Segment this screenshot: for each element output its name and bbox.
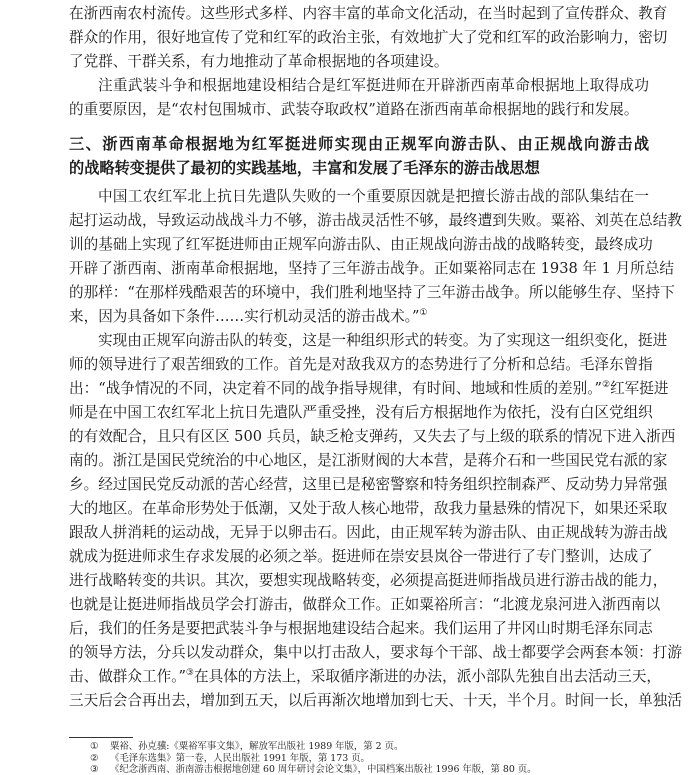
text-line	[69, 377, 669, 401]
text-line: 也就是让挺进师指战员学会打游击，做群众工作。正如粟裕所言：“北渡龙泉河进入浙西南以	[69, 596, 661, 613]
text-line: 跟敌人拼消耗的运动战，无异于以卵击石。因此，由正规军转为游击队、由正规战转为游击战	[69, 524, 668, 541]
text-line: 后，我们的任务是要把武装斗争与根据地建设结合起来。我们运用了井冈山时期毛泽东同志	[69, 620, 653, 637]
footnote-number: ①	[90, 741, 99, 752]
footnote-number: ②	[90, 753, 99, 764]
text-line: 师的领导进行了艰苦细致的工作。首先是对敌我双方的态势进行了分析和总结。毛泽东曾指	[69, 356, 653, 373]
text-line: 开辟了浙西南、浙南革命根据地，坚持了三年游击战争。正如粟裕同志在 1938 年 1 月所总结	[69, 260, 674, 277]
text-line: 的有效配合，且只有区区 500 兵员，缺乏枪支弹药，又失去了与上级的联系的情况下进入浙西	[69, 428, 676, 445]
text-line-content: 在具体的方法上，采取循序渐进的办法，派小部队先独自出去活动三天，	[194, 668, 662, 685]
footnote-text: 《纪念浙西南、浙南游击根据地创建 60 周年研讨会论文集》，中国档案出版社 1996 年版，第 80 页。	[110, 764, 537, 775]
footnote-ref[interactable]: ①	[419, 308, 428, 318]
text-line: 起打运动战，导致运动战战斗力不够，游击战灵活性不够，最终遭到失败。粟裕、刘英在总结教	[69, 212, 682, 229]
text-line: 了党群、干群关系，有力地推动了革命根据地的各项建设。	[69, 53, 449, 70]
text-line	[69, 305, 649, 329]
text-line-content: 击、做群众工作。”	[69, 668, 186, 685]
text-line: 在浙西南农村流传。这些形式多样、内容丰富的革命文化活动，在当时起到了宣传群众、教育	[69, 5, 668, 22]
footnote-text: 《毛泽东选集》第一卷，人民出版社 1991 年版，第 173 页。	[110, 753, 370, 764]
text-line: 的领导方法，分兵以发动群众，集中以打击敌人，要求每个干部、战士都要学会两套本领：打游	[69, 644, 682, 661]
text-line-content: 红军挺进	[610, 380, 669, 397]
footnote-text: 粟裕、孙克骥:《粟裕军事文集》，解放军出版社 1989 年版，第 2 页。	[110, 741, 404, 752]
text-line	[69, 665, 662, 689]
text-line: 进行战略转变的共识。其次，要想实现战略转变，必须提高挺进师指战员进行游击战的能力，	[69, 572, 668, 589]
text-line-content: 出：“战争情况的不同，决定着不同的战争指导规律，有时间、地域和性质的差别。”	[69, 380, 602, 397]
text-line: 乡。经过国民党反动派的苦心经营，这里已是秘密警察和特务组织控制森严、反动势力异常强	[69, 476, 668, 493]
section-heading: 的战略转变提供了最初的实践基地，丰富和发展了毛泽东的游击战思想	[69, 159, 540, 177]
footnote-ref[interactable]: ③	[185, 668, 194, 678]
text-line: 师是在中国工农红军北上抗日先遣队严重受挫，没有后方根据地作为依托，没有白区党组织	[69, 404, 653, 421]
text-line: 三天后会合再出去，增加到五天，以后再渐次地增加到七天、十天，半个月。时间一长，单独活	[69, 692, 682, 709]
text-line: 注重武装斗争和根据地建设相结合是红军挺进师在开辟浙西南革命根据地上取得成功	[98, 77, 649, 94]
footnote-number: ③	[90, 764, 99, 775]
text-line-content: 来，因为具备如下条件……实行机动灵活的游击战术。”	[69, 308, 420, 325]
text-line: 中国工农红军北上抗日先遣队失败的一个重要原因就是把擅长游击战的部队集结在一	[98, 188, 649, 205]
text-line: 群众的作用，很好地宣传了党和红军的政治主张，有效地扩大了党和红军的政治影响力，密切	[69, 29, 668, 46]
text-line: 训的基础上实现了红军挺进师由正规军向游击队、由正规战向游击战的战略转变，最终成功	[69, 236, 653, 253]
text-line: 南的。浙江是国民党统治的中心地区，是江浙财阀的大本营，是蒋介石和一些国民党右派的家	[69, 452, 668, 469]
text-line: 大的地区。在革命形势处于低潮，又处于敌人核心地带，敌我力量悬殊的情况下，如果还采取	[69, 500, 668, 517]
text-line: 的重要原因，是“农村包围城市、武装夺取政权”道路在浙西南革命根据地的践行和发展。	[69, 101, 639, 118]
text-line: 就成为挺进师求生存求发展的必须之举。挺进师在崇安县岚谷一带进行了专门整训，达成了	[69, 548, 653, 565]
section-heading: 三、浙西南革命根据地为红军挺进师实现由正规军向游击队、由正规战向游击战	[69, 135, 649, 153]
footnote-ref[interactable]: ②	[602, 380, 611, 390]
footnote	[90, 741, 650, 753]
footnote	[90, 765, 650, 773]
text-line: 实现由正规军向游击队的转变，这是一种组织形式的转变。为了实现这一组织变化，挺进	[98, 332, 668, 349]
text-line: 的那样：“在那样残酷艰苦的环境中，我们胜利地坚持了三年游击战争。所以能够生存、坚持下	[69, 284, 675, 301]
footnote-divider	[69, 737, 133, 738]
